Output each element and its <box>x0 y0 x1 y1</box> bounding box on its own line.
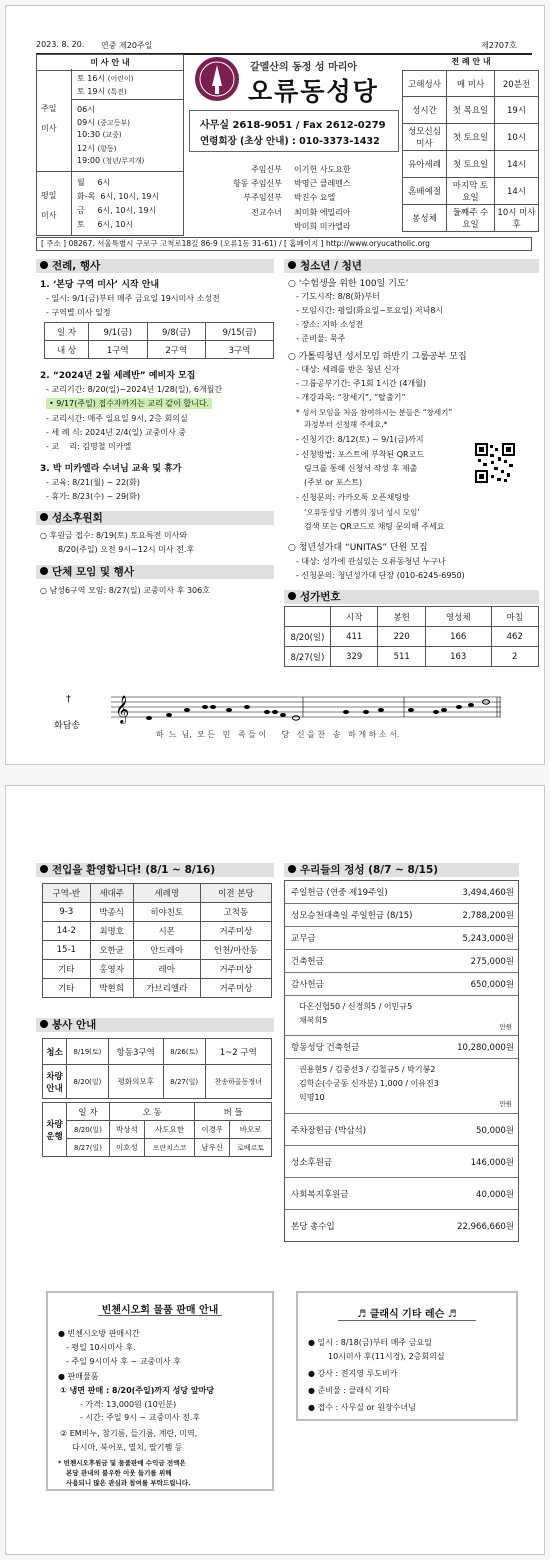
table-head: 9/8(금) <box>147 323 206 341</box>
table-cell: 기타 <box>43 979 91 998</box>
qr-code-icon[interactable] <box>474 442 516 484</box>
liturgy-item-2d: - 세 례 식: 2024년 2/4(일) 교중미사 중 <box>46 428 187 437</box>
youth-b1: - 대상: 세례를 받은 청년 신자 <box>296 365 400 374</box>
vehicle-table <box>42 1102 272 1157</box>
guitar-line: ● 접수 : 사무실 or 원장수녀님 <box>308 1403 416 1412</box>
table-cell: 안드레아 <box>133 941 200 960</box>
youth-c1: - 대상: 성가에 관심있는 오류동청년 누구나 <box>296 557 446 566</box>
sun-mass-2-note: (중고등부) <box>97 119 130 127</box>
guitar-line: ● 일시 : 8/18(금)부터 매주 금요일 <box>308 1338 432 1347</box>
table-head: 9/15(금) <box>206 323 274 341</box>
sun-mass-4-note: (항동) <box>97 145 117 153</box>
section-groups <box>36 565 274 579</box>
vincent-line: - 가격: 13,000원 (10인분) <box>80 1400 177 1409</box>
staff-name: 박진수 요엘 <box>294 193 336 203</box>
sat-mass-1-note: (어린이) <box>107 75 134 83</box>
hymn-table <box>284 606 539 667</box>
weekday-fri: 금 6시, 10시, 19시 <box>77 206 157 215</box>
youth-b2: - 그룹공부기간: 주1회 1시간 (4개월) <box>296 379 427 388</box>
table-cell: 이호성 <box>109 1139 144 1157</box>
church-motto: 갈멜산의 동정 성 마리아 <box>250 62 358 73</box>
youth-b8: 링크를 통해 신청서 작성 후 제출 <box>304 464 418 473</box>
section-youth <box>284 259 539 273</box>
liturgy-item-3a: - 교육: 8/21(월) ~ 22(화) <box>46 478 140 487</box>
table-head: 일 자 <box>45 323 89 341</box>
section-title: 전례, 행사 <box>52 260 101 272</box>
rites-table <box>402 70 539 232</box>
guitar-lesson-box <box>296 1291 518 1421</box>
rite-name: 혼배예절 <box>403 178 447 205</box>
bulletin-page-1 <box>5 5 545 765</box>
vincent-line: ① 냉면 판매 : 8/20(주일)까지 성당 앞마당 <box>60 1386 215 1395</box>
section-title: 우리들의 정성 (8/7 ~ 8/15) <box>300 864 439 876</box>
table-cell: 8/27(일) <box>67 1139 110 1157</box>
youth-b7: - 신청방법: 포스트에 부착된 QR코드 <box>296 450 425 459</box>
offering-note: 다온신협50 / 신경희5 / 이민규5 <box>299 1002 413 1011</box>
staff-title: 부주임신부 <box>243 193 282 203</box>
table-cell: 청소 <box>43 1039 67 1065</box>
rite-time: 14시 <box>495 178 539 205</box>
youth-b6: - 신청기간: 8/12(토) ~ 9/1(금)까지 <box>296 435 424 444</box>
vincent-line: ② EM비누, 참기름, 들기름, 계란, 미역, <box>60 1429 198 1438</box>
vincent-line: 다시마, 북어포, 멸치, 딸기쨈 등 <box>72 1443 183 1452</box>
rite-time: 20분전 <box>495 71 539 97</box>
table-cell: 박종식 <box>90 903 133 922</box>
psalm-staff-notation <box>111 691 501 727</box>
table-cell: 166 <box>425 627 491 647</box>
divider <box>37 171 183 172</box>
offering-note: 권용현5 / 김중선3 / 김철규5 / 박기봉2 <box>299 1065 436 1074</box>
section-offering <box>284 863 519 877</box>
title-underline <box>98 1315 222 1316</box>
table-cell: 찬송하올동정녀 <box>205 1065 271 1099</box>
rite-name: 봉성체 <box>403 205 447 232</box>
table-head: 시작 <box>331 607 378 627</box>
table-cell: 1~2 구역 <box>205 1039 271 1065</box>
table-cell: 남우신 <box>195 1139 230 1157</box>
rite-name: 성시간 <box>403 97 447 124</box>
table-head: 봉헌 <box>378 607 425 627</box>
address-bar: [ 주소 ] 08267. 서울특별시 구로구 고척로18길 86-9 (오류1동 31-61) / [ 홈페이지 ] http://www.oryucatholic.org <box>36 237 532 251</box>
sun-mass-1: 06시 <box>77 105 95 114</box>
parish-logo-icon <box>194 56 240 102</box>
youth-b12: 검색 또는 QR코드로 채팅 문의해 주세요 <box>304 522 445 531</box>
rite-time: 14시 <box>495 151 539 178</box>
weekday-tue-thu: 화-목 6시, 10시, 19시 <box>77 192 160 201</box>
table-cell: 거주미상 <box>200 960 271 979</box>
table-cell: 프란치스코 <box>144 1139 195 1157</box>
table-cell: 8/19(토) <box>67 1039 109 1065</box>
offering-note: 김학순(수궁동 신자분) 1,000 / 이유진3 <box>299 1079 439 1088</box>
weekday-sat: 토 6시, 10시 <box>77 220 134 229</box>
liturgical-week: 연중 제20주일 <box>101 41 153 50</box>
weekday-label: 평일 <box>41 191 57 200</box>
table-cell: 8/20(일) <box>285 627 331 647</box>
vincent-note: 본당 관내의 불우한 이웃 돕기를 위해 <box>66 1469 172 1477</box>
offering-label: 본당 총수입 <box>291 1221 335 1232</box>
offering-note: 채복희5 <box>299 1016 328 1025</box>
offering-row <box>285 881 518 904</box>
offering-label: 감사헌금 <box>291 980 324 990</box>
offering-row <box>285 950 518 973</box>
table-cell: 박상석 <box>109 1121 144 1139</box>
youth-b5: 과정부터 신청해 주세요.* <box>304 420 388 429</box>
funeral-contact: 연령회장 (초상 안내) : 010-3373-1432 <box>200 136 380 147</box>
offering-label: 항동성당 건축헌금 <box>291 1043 360 1053</box>
sun-mass-2: 09시 <box>77 118 95 127</box>
table-cell: 차량 운행 <box>43 1103 67 1157</box>
table-cell: 사도요한 <box>144 1121 195 1139</box>
offering-label: 주차장헌금 (박삼석) <box>291 1125 367 1136</box>
vincent-title: 빈첸시오회 물품 판매 안내 <box>101 1305 219 1316</box>
offering-row <box>285 973 518 996</box>
offering-label: 건축헌금 <box>291 957 324 967</box>
mass-schedule-box <box>36 54 184 236</box>
liturgy-item-2: 2. “2024년 2월 세례반” 예비자 모집 <box>40 371 196 381</box>
offering-amount: 275,000원 <box>470 957 514 967</box>
liturgy-item-1b: - 구역별 미사 일정 <box>46 308 111 317</box>
liturgy-item-3b: - 휴가: 8/23(수) ~ 29(화) <box>46 492 140 501</box>
table-cell: 박현희 <box>90 979 133 998</box>
staff-name: 최미화 에밀리아 <box>294 207 351 217</box>
table-cell: 레아 <box>133 960 200 979</box>
table-head: 오 동 <box>109 1103 194 1121</box>
liturgy-item-1: 1. ‘본당 구역 미사’ 시작 안내 <box>40 280 160 290</box>
offering-unit: 만원 <box>499 1100 512 1108</box>
sun-mass-5: 19:00 <box>77 156 101 165</box>
rite-when: 첫 목요일 <box>447 97 495 124</box>
rite-when: 둘째주 수요일 <box>447 205 495 232</box>
staff-name: 이기헌 사도요한 <box>294 165 351 174</box>
youth-b3: - 개강과목: “창세기”, “탈출기” <box>296 393 406 402</box>
table-cell: 8/27(일) <box>163 1065 205 1099</box>
section-title: 성가번호 <box>300 591 341 603</box>
section-hymns <box>284 590 539 604</box>
offering-label: 주일헌금 (연중 제19주일) <box>291 888 388 898</box>
vincent-line: - 시간: 주일 9시 ~ 교중미사 전.후 <box>80 1413 201 1422</box>
vincent-note: * 빈첸시오후원금 및 물품판매 수익금 전액은 <box>58 1459 186 1467</box>
vincent-note: 사용되니 많은 관심과 참여를 부탁드립니다. <box>66 1479 191 1487</box>
table-cell: 8/20(일) <box>67 1121 110 1139</box>
table-cell: 411 <box>331 627 378 647</box>
vincent-line: - 주일 9시미사 후 ~ 교중미사 후 <box>66 1357 181 1366</box>
offering-amount: 5,243,000원 <box>462 934 514 944</box>
table-cell: 9-3 <box>43 903 91 922</box>
staff-list <box>206 163 396 234</box>
liturgy-item-2e: - 교 리: 김명철 미카엘 <box>46 442 132 451</box>
youth-b: ○ 가톨릭청년 성서모임 하반기 그룹공부 모집 <box>288 352 467 362</box>
rite-when: 첫 토요일 <box>447 151 495 178</box>
offering-row <box>285 1146 518 1178</box>
table-cell: 1구역 <box>89 341 148 359</box>
staff-title: 전교수녀 <box>251 207 282 217</box>
vocation-line-1: ○ 후원금 접수: 8/19(토) 토요특전 미사와 <box>40 531 188 540</box>
table-cell: 220 <box>378 627 425 647</box>
table-cell: 462 <box>491 627 538 647</box>
table-head: 영성체 <box>425 607 491 627</box>
section-title: 청소년 / 청년 <box>300 260 362 272</box>
offering-row <box>285 927 518 950</box>
rite-time: 10시 <box>495 124 539 151</box>
offering-note: 익명10 <box>299 1093 325 1102</box>
section-title: 전입을 환영합니다! (8/1 ~ 8/16) <box>52 864 216 876</box>
sunday-sub: 미사 <box>41 124 57 133</box>
vincent-notice-box <box>46 1291 274 1491</box>
sun-mass-5-note: (청년/무지개) <box>102 157 145 165</box>
section-service <box>36 1018 274 1032</box>
staff-title: 항동 주임신부 <box>233 179 282 189</box>
table-head: 구역-반 <box>43 884 91 903</box>
table-cell: 가브리엘라 <box>133 979 200 998</box>
section-title: 봉사 안내 <box>52 1019 97 1031</box>
offering-amount: 10,280,000원 <box>457 1043 514 1053</box>
rite-when: 매 미사 <box>447 71 495 97</box>
offering-note-row <box>285 996 518 1036</box>
table-cell: 거주미상 <box>200 922 271 941</box>
column-divider <box>71 69 72 235</box>
youth-c: ○ 청년성가대 “UNITAS” 단원 모집 <box>288 543 428 553</box>
guitar-line: ● 강사 : 전지영 루도비카 <box>308 1369 398 1378</box>
offering-label: 성모승천대축일 주일헌금 (8/15) <box>291 911 413 921</box>
offering-row <box>285 1114 518 1146</box>
table-cell: 항동3구역 <box>108 1039 163 1065</box>
offering-amount: 650,000원 <box>470 980 514 990</box>
staff-title: 주임신부 <box>251 165 282 174</box>
table-cell: 2 <box>491 647 538 667</box>
table-cell: 511 <box>378 647 425 667</box>
psalm-lyrics: 하 느 님, 모 든 민 족 들 이 당 신 을 찬 송 하 게 하 소 서. <box>156 730 400 739</box>
issue-number: 제2707호 <box>481 41 517 50</box>
table-cell: 고척동 <box>200 903 271 922</box>
table-cell: 로베르토 <box>230 1139 272 1157</box>
rite-name: 유아세례 <box>403 151 447 178</box>
sun-mass-3: 10:30 <box>77 130 101 139</box>
church-name: 오류동성당 <box>248 77 379 106</box>
section-title: 성소후원회 <box>52 512 103 524</box>
liturgy-item-2a: - 교리기간: 8/20(일)~2024년 1/28(일), 6개월간 <box>46 385 223 394</box>
groups-line-1: ○ 남성6구역 모임: 8/27(일) 교중미사 후 306호 <box>40 586 210 595</box>
section-liturgy <box>36 259 274 273</box>
vincent-line: ● 빈첸시오방 판매시간 <box>58 1329 140 1338</box>
section-vocation <box>36 511 274 525</box>
rite-name: 성모신심 미사 <box>403 124 447 151</box>
table-cell: 바오로 <box>230 1121 272 1139</box>
table-cell: 기타 <box>43 960 91 979</box>
table-head: 9/1(금) <box>89 323 148 341</box>
vincent-line: - 평일 10시미사 후. <box>66 1343 136 1352</box>
table-cell: 8/27(일) <box>285 647 331 667</box>
vocation-line-2: 8/20(주일) 오전 9시~12시 미사 전.후 <box>58 545 195 554</box>
offering-amount: 22,966,660원 <box>457 1221 514 1232</box>
offering-label: 성소후원금 <box>291 1157 333 1168</box>
youth-b11: ‘오류동성당 기쁨의 징녀 성시 모임’ <box>304 508 420 517</box>
offering-table <box>284 880 519 1242</box>
sat-mass-2: 토 19시 <box>77 87 106 96</box>
guitar-line: 10시미사 후(11시경), 2층회의실 <box>328 1352 445 1361</box>
contact-box <box>189 110 399 152</box>
office-phone: 사무실 2618-9051 / Fax 2612-0279 <box>200 120 386 131</box>
offering-note-row <box>285 1059 518 1114</box>
sunday-label: 주일 <box>41 104 57 113</box>
table-cell: 이경우 <box>195 1121 230 1139</box>
psalm-label: 화답송 <box>54 721 81 731</box>
sat-mass-2-note: (특전) <box>107 88 127 96</box>
sun-mass-3-note: (교중) <box>102 131 122 139</box>
liturgy-item-3: 3. 박 미카엘라 수녀님 교육 및 휴가 <box>40 464 182 474</box>
weekday-sub: 미사 <box>41 211 57 220</box>
table-head: 세대주 <box>90 884 133 903</box>
offering-row <box>285 1036 518 1059</box>
table-head: 버 들 <box>195 1103 272 1121</box>
table-cell: 차량 안내 <box>43 1065 67 1099</box>
offering-amount: 2,788,200원 <box>462 911 514 921</box>
table-head: 이전 본당 <box>200 884 271 903</box>
rite-time: 10시 미사후 <box>495 205 539 232</box>
youth-b4: * 성서 모임을 처음 참여하시는 분들은 “창세기” <box>296 408 453 417</box>
youth-a1: - 기도시작: 8/8(화)부터 <box>296 292 380 301</box>
welcome-table <box>42 883 272 998</box>
divider <box>71 99 183 100</box>
table-cell: 평화의모후 <box>108 1065 163 1099</box>
youth-c2: - 신청문의: 청년성가대 단장 (010-6245-6950) <box>296 571 465 580</box>
offering-label: 교무금 <box>291 934 316 944</box>
rite-name: 고해성사 <box>403 71 447 97</box>
table-cell: 시몬 <box>133 922 200 941</box>
rite-when: 첫 토요일 <box>447 124 495 151</box>
table-head: 세례명 <box>133 884 200 903</box>
youth-a4: - 준비물: 묵주 <box>296 334 346 343</box>
table-head: 마침 <box>491 607 538 627</box>
staff-name: 박미희 미카엘라 <box>294 221 351 231</box>
youth-a3: - 장소: 지하 소성전 <box>296 320 364 329</box>
guitar-title: ♬ 클래식 기타 레슨 ♬ <box>357 1309 457 1320</box>
table-cell: 최명호 <box>90 922 133 941</box>
offering-amount: 50,000원 <box>476 1125 514 1136</box>
guitar-line: ● 준비물 : 클래식 기타 <box>308 1386 390 1395</box>
table-cell: 오한균 <box>90 941 133 960</box>
offering-amount: 146,000원 <box>470 1157 514 1168</box>
staff-name: 박명근 클레멘스 <box>294 179 351 189</box>
table-cell: 거주미상 <box>200 979 271 998</box>
offering-total-row <box>285 1210 518 1241</box>
bulletin-page-2 <box>5 785 545 1555</box>
youth-a2: - 모임시간: 평일(화요일~토요일) 저녁8시 <box>296 306 444 315</box>
offering-row <box>285 1178 518 1210</box>
section-welcome <box>36 863 274 877</box>
mass-schedule-title: 미 사 안 내 <box>37 57 183 71</box>
liturgy-item-1a: - 일시: 9/1(금)부터 매주 금요일 19시미사 소성전 <box>46 294 220 303</box>
sat-mass-1: 토 16시 <box>77 74 106 83</box>
table-cell: 인천/마산동 <box>200 941 271 960</box>
youth-b9: (주보 or 포스트) <box>304 478 363 487</box>
issue-date: 2023. 8. 20. <box>36 40 85 49</box>
section-title: 단체 모임 및 행사 <box>52 566 134 578</box>
rites-title: 전 례 안 내 <box>451 57 491 66</box>
table-cell: 329 <box>331 647 378 667</box>
liturgy-item-2b: • 9/17(주일) 접수자까지는 교리 같이 합니다. <box>46 398 212 409</box>
staff-title <box>206 220 294 234</box>
offering-label: 사회복지후원금 <box>291 1189 349 1200</box>
table-cell: 8/26(토) <box>163 1039 205 1065</box>
offering-amount: 40,000원 <box>476 1189 514 1200</box>
psalm-cross: † <box>66 694 71 705</box>
table-head: 일 자 <box>67 1103 110 1121</box>
youth-b10: - 신청문의: 카카오톡 오픈채팅방 <box>296 493 410 502</box>
rite-time: 19시 <box>495 97 539 124</box>
offering-amount: 3,494,460원 <box>462 888 514 898</box>
table-cell: 히야친토 <box>133 903 200 922</box>
district-mass-table <box>44 322 274 359</box>
table-cell: 내 상 <box>45 341 89 359</box>
sun-mass-4: 12시 <box>77 144 95 153</box>
svg-text:𝄞: 𝄞 <box>115 695 130 723</box>
rite-when: 마지막 토요일 <box>447 178 495 205</box>
table-cell: 15-1 <box>43 941 91 960</box>
table-cell: 163 <box>425 647 491 667</box>
table-cell: 14-2 <box>43 922 91 941</box>
offering-row <box>285 904 518 927</box>
table-cell: 3구역 <box>206 341 274 359</box>
table-cell: 8/20(일) <box>67 1065 109 1099</box>
title-underline <box>338 1320 476 1321</box>
table-cell: 홍영자 <box>90 960 133 979</box>
offering-unit: 만원 <box>499 1023 512 1031</box>
vincent-line: ● 판매물품 <box>58 1372 99 1381</box>
weekday-mon: 월 6시 <box>77 178 111 187</box>
table-cell: 2구역 <box>147 341 206 359</box>
liturgy-item-2c: - 교리시간: 매주 일요일 9시, 2층 회의실 <box>46 414 188 423</box>
youth-a: ○ ‘수험생을 위한 100일 기도’ <box>288 279 409 289</box>
service-table <box>42 1038 272 1099</box>
